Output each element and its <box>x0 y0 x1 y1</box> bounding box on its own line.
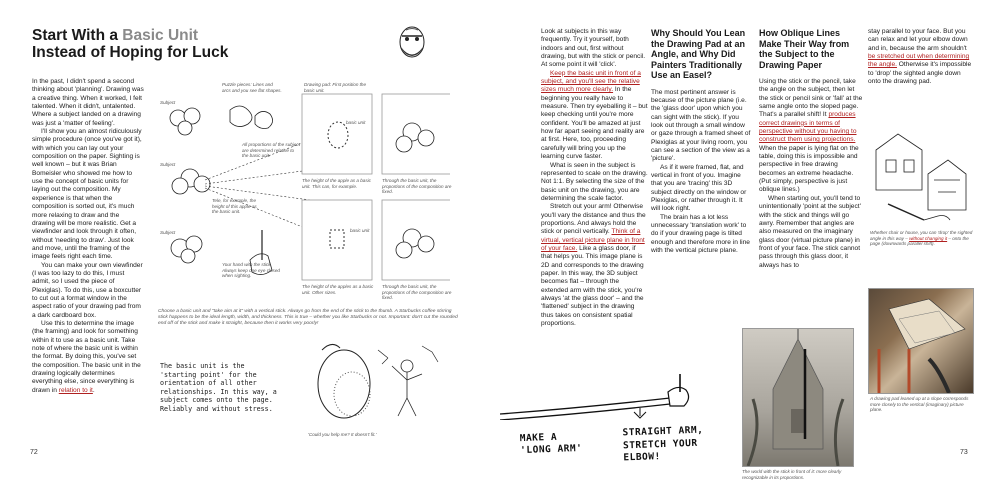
col5-paragraph-1: stay parallel to your face. But you can relax and let your elbow down and in, because the arm shouldn't be stretched out when determining the angle. Otherwise it's impossible to 'drop' the sighted angle down onto the drawing pad. <box>868 28 972 86</box>
label-subject-3: Subject <box>160 230 176 235</box>
long-arm-illustration <box>500 370 735 420</box>
straight-arm-note: STRAIGHT ARM, STRETCH YOUR ELBOW! <box>622 424 704 464</box>
church-photo <box>742 328 854 467</box>
title-line2: Instead of Hoping for Luck <box>32 44 229 61</box>
caption-b: Through the basic unit, the proportions of the composition are fixed. <box>382 178 452 195</box>
col2-paragraph-2: Keep the basic unit in front of a subject, and you'll see the relative sizes much more clearly. In the beginning you really have to measure. Then try eyeballing it – but keep checking until you're more confident. You'll be amazed at just how far apart seeing and reality are at first. Here, too, proceeding carefully will bring you up the learning curve faster. <box>541 69 648 161</box>
pad-frame-3 <box>302 200 372 280</box>
pull-quote: The basic unit is the 'starting point' for the orientation of all other relationships. In this way, a subject comes onto the page. Reliably and without stress. <box>160 362 277 413</box>
virtual-plane-text: Think of a virtual, vertical picture plane in front of your face. <box>541 228 645 252</box>
title-part2: Basic Unit <box>122 27 199 44</box>
pear-shape <box>318 350 370 418</box>
title-part1: Start With a <box>32 27 123 44</box>
apple-group-top <box>170 108 200 135</box>
column-3 <box>651 28 751 255</box>
caption-a: The height of the apple as a basic unit. This can, for example. <box>302 178 371 189</box>
column-4 <box>759 28 865 270</box>
label-proportions: All proportions of the subject are determined relative to the basic unit. <box>242 142 300 159</box>
col3-paragraph-3: The brain has a lot less unnecessary 'translation work' to do if your drawing page is tilted enough and therefore more in line with the vertical picture plane. <box>651 213 750 255</box>
figure-on-right <box>392 360 422 416</box>
cartoon-illustration <box>292 336 452 426</box>
label-hand: Your hand with the stick. Always keep one eye closed when sighting. <box>222 262 280 279</box>
apple-group-middle <box>172 169 210 194</box>
apple-group-bottom <box>171 236 202 263</box>
stretched-out-text: be stretched out when determining the angle. <box>868 53 970 69</box>
fist <box>668 387 689 406</box>
caption-d: Through the basic unit, the proportions of the composition are fixed. <box>382 284 452 301</box>
left-paragraph-3: You can make your own viewfinder (I was too lazy to do this, I must admit, so I used the piece of Plexiglas). To do this, use a boxcutter to cut out a format window in the aspect ratio of your drawing pad from a dark cardboard box. <box>32 261 143 319</box>
col3-paragraph-2: As if it were framed, flat, and vertical in front of you. Imagine that you are 'tracing' this 3D subject directly on the window or Plexiglas, or rather through it. It will look right. <box>651 163 747 213</box>
drawing-pad-photo <box>868 288 974 394</box>
figure-caption: Choose a basic unit and "take aim at it" with a vertical stick. Always go from the end of the stick to the thumb. A Starbucks coffee stirring stick happens to be the ideal length, width, and thickness. This is true – whether you like Starbucks or not. Important: don't cut the rounded end off of the stick and make it straight, because then it works very poorly! <box>158 309 458 326</box>
label-basic-unit-2: basic unit <box>350 228 370 233</box>
make-long-arm-note: MAKE A 'LONG ARM' <box>519 431 583 457</box>
cartoon-caption: 'Could you help me? It doesn't fit.' <box>308 432 377 437</box>
puzzle-shapes <box>230 106 273 129</box>
col5-caption-2: A drawing pad leaned up at a slope corresponds more closely to the vertical (imaginary) picture plane. <box>870 396 969 413</box>
label-tele: Tele, for example, the height of this apple as the basic unit. <box>212 198 257 215</box>
left-body-column <box>32 78 144 395</box>
label-drawing-pad: Drawing pad: First position the basic unit. <box>304 82 367 93</box>
left-paragraph-1: In the past, I didn't spend a second thinking about 'planning'. Drawing was a creative thing. When it worked, I felt talented. When it didn't, untalented. Where a subject landed on a drawing was just a 'matter of feeling'. <box>32 78 144 127</box>
col3-paragraph-1: The most pertinent answer is because of the picture plane (i.e. the 'glass door' upon which you can sight with the stick). If you look out through a small window or gaze through a framed sheet of Plexiglas at your living room, you can see a section of the view as a 'picture'. <box>651 88 751 163</box>
church-photo-caption: The world with the stick in front of it: more clearly recognizable in its proportions. <box>742 469 842 480</box>
col2-paragraph-1: Look at subjects in this way frequently. Try it yourself, both indoors and out, first without drawing, but with the stick or pencil. At some point it will 'click'. <box>541 28 646 69</box>
label-subject-1: Subject <box>160 100 176 105</box>
correct-drawings-text: produces correct drawings in terms of perspective without you having to construct them using projections. <box>759 111 857 144</box>
label-subject-2: Subject <box>160 162 176 167</box>
left-title <box>32 27 272 61</box>
author-head-illustration <box>392 22 432 62</box>
caption-c: The height of the apples as a basic unit. Other sizes. <box>302 284 374 295</box>
pad-frame-1 <box>302 94 372 174</box>
left-paragraph-2: I'll show you an almost ridiculously simple procedure (once you've got it), with which you can lay out your composition on the paper. Sighting is well known – but it was Brian Bomeisler who showed me how to use the concept of basic units for laying out the composition. My experience is that when the composition is sorted out, it's much more relaxing to draw and the drawing will be more realistic. Get a viewfinder and look through it often, without 'needing to draw'. Just look and move, until the framing of the image feels right each time. <box>32 128 142 261</box>
page-number-right: 73 <box>960 449 968 456</box>
col4-paragraph-1: Using the stick or the pencil, take the angle on the subject, then let the stick or pencil sink or 'fall' at the same angle onto the sloped page. That's a parallel shift! It produces correct drawings in terms of perspective without you having to construct them using projections. When the paper is lying flat on the table, doing this is impossible and perspective in free drawing becomes an extreme headache. (Put simply, perspective is just oblique lines.) <box>759 78 863 194</box>
col5-caption-1: Whether chair or house, you can 'drop' the sighted angle in this way – without changing it – onto the page (downwards parallel shift). <box>870 230 973 247</box>
col2-paragraph-4: Stretch out your arm! Otherwise you'll vary the distance and thus the proportions. And always hold the stick or pencil vertically. Think of a virtual, vertical picture plane in front of your face. Like a glass door, if that helps you. This image plane is 2D and corresponds to the drawing paper. In this way, the 3D subject becomes flat – through the extended arm with the stick, you're always 'at the glass door' – and the 'flattened' subject in the drawing thus takes on consistent spatial proportions. <box>541 203 646 328</box>
column-5 <box>868 28 972 86</box>
keep-basic-unit-text: Keep the basic unit in front of a subject, and you'll see the relative sizes much more clearly. <box>541 69 641 94</box>
sighting-diagram <box>150 80 450 305</box>
chair-house-sketch <box>868 120 976 228</box>
col4-heading: How Oblique Lines Make Their Way from the Subject to the Drawing Paper <box>759 28 850 70</box>
left-paragraph-4: Use this to determine the image (the framing) and look for something within it to use as a basic unit. Take note of where the basic unit is within the format. By doing this, you've set the composition. The basic unit in the drawing logically determines everything else, since everything is drawn in relation to it. <box>32 319 141 394</box>
column-2 <box>541 28 648 328</box>
page-number-left: 72 <box>30 449 38 456</box>
col2-paragraph-3: What is seen in the subject is represented to scale on the drawing. Not 1:1. By selecting the size of the basic unit on the drawing, you are determining the scale factor. <box>541 161 648 202</box>
col3-heading: Why Should You Lean the Drawing Pad at an Angle, and Why Did Painters Traditionally Use an Easel? <box>651 28 746 80</box>
relation-link-text: relation to it <box>58 386 93 394</box>
label-basic-unit-1: basic unit <box>346 120 366 125</box>
pad-on-easel <box>889 299 965 349</box>
label-puzzle: Puzzle pieces: Lines and arcs and you see flat shapes. <box>222 82 282 93</box>
col4-paragraph-2: When starting out, you'll tend to unintentionally 'point at the subject' with the stick and things will go awry. Remember that angles are also measured on the imaginary glass door (virtual picture plane) in front of your face. The stick cannot pass through this glass door, it always has to <box>759 194 861 269</box>
